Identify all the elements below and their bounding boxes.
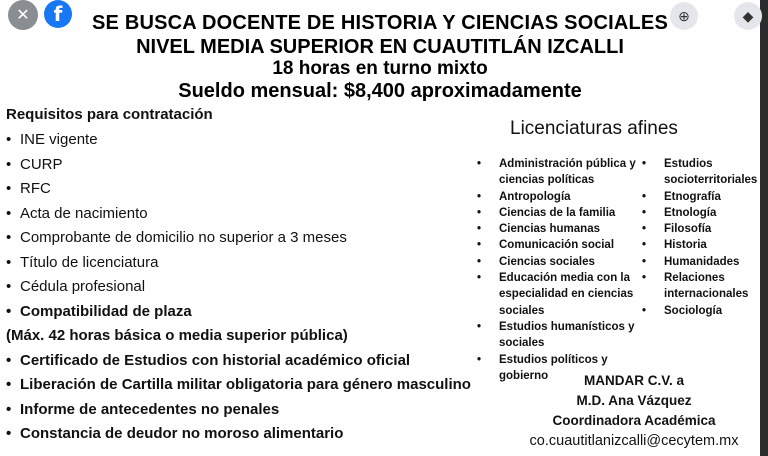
facebook-logo-button[interactable] [44, 0, 72, 28]
requirement-item: • Cédula profesional [6, 278, 146, 295]
degree-item: • Administración pública y ciencias políticas [475, 156, 645, 189]
requirement-item: • Título de licenciatura [6, 253, 159, 271]
contact-line-1: MANDAR C.V. a [583, 373, 685, 388]
zoom-button[interactable] [670, 2, 698, 30]
degree-item: • Etnografía [640, 189, 760, 205]
requirement-item: • Liberación de Cartilla militar obligatoria para género masculino [6, 376, 471, 393]
degree-item: • Estudios políticos y gobierno [475, 352, 645, 385]
degree-item: • Ciencias sociales [475, 254, 645, 270]
requirement-item: • CURP [6, 155, 63, 173]
requirement-item: • RFC [6, 180, 51, 197]
degree-item: • Relaciones internacionales [640, 270, 760, 303]
requirements-title: Requisitos para contratación [6, 106, 213, 123]
close-icon: ✕ [16, 7, 30, 24]
requirement-item: • Certificado de Estudios con historial académico oficial [6, 351, 411, 369]
degree-item: • Ciencias de la familia [475, 205, 645, 221]
contact-block [505, 371, 760, 451]
degrees-list-col1 [475, 156, 645, 384]
requirement-item: • INE vigente [6, 131, 98, 148]
requirements-list [6, 128, 476, 447]
tag-icon: ◆ [742, 7, 754, 24]
facebook-icon: f [53, 2, 63, 26]
salary-line: Sueldo mensual: $8,400 aproximadamente [178, 80, 582, 102]
degree-item: • Sociología [640, 303, 760, 319]
degree-item: • Historia [640, 237, 760, 253]
contact-name: M.D. Ana Vázquez [576, 393, 692, 408]
close-button[interactable] [8, 0, 38, 30]
degree-item: • Estudios humanísticos y sociales [475, 319, 645, 352]
contact-email: co.cuautitlanizcalli@cecytem.mx [529, 433, 739, 449]
degree-item: • Comunicación social [475, 237, 645, 253]
degree-item: • Antropología [475, 189, 645, 205]
degree-item: • Educación media con la especialidad en ciencias sociales [475, 270, 645, 319]
zoom-in-icon: ⊕ [678, 7, 690, 24]
requirement-item: • Informe de antecedentes no penales [6, 400, 280, 418]
requirement-item: • Comprobante de domicilio no superior a 3 meses [6, 229, 347, 246]
header-line-2: NIVEL MEDIA SUPERIOR EN CUAUTITLÁN IZCALLI [136, 36, 624, 58]
requirement-item: • Acta de nacimiento [6, 204, 148, 222]
viewer-edge [760, 0, 768, 456]
requirement-item: • Compatibilidad de plaza [6, 302, 192, 320]
degree-item: • Humanidades [640, 254, 760, 270]
degree-item: • Estudios socioterritoriales [640, 156, 760, 189]
degrees-title: Licenciaturas afines [510, 118, 678, 139]
requirement-note: (Máx. 42 horas básica o media superior pública) [6, 327, 348, 344]
tag-button[interactable] [734, 2, 762, 30]
header-line-3: 18 horas en turno mixto [272, 58, 488, 79]
header-line-1: SE BUSCA DOCENTE DE HISTORIA Y CIENCIAS SOCIALES [92, 12, 668, 34]
degree-item: • Etnología [640, 205, 760, 221]
degrees-list-col2 [640, 156, 760, 319]
contact-role: Coordinadora Académica [552, 413, 716, 428]
requirement-item: • Constancia de deudor no moroso alimentario [6, 425, 344, 442]
degree-item: • Ciencias humanas [475, 221, 645, 237]
degree-item: • Filosofía [640, 221, 760, 237]
